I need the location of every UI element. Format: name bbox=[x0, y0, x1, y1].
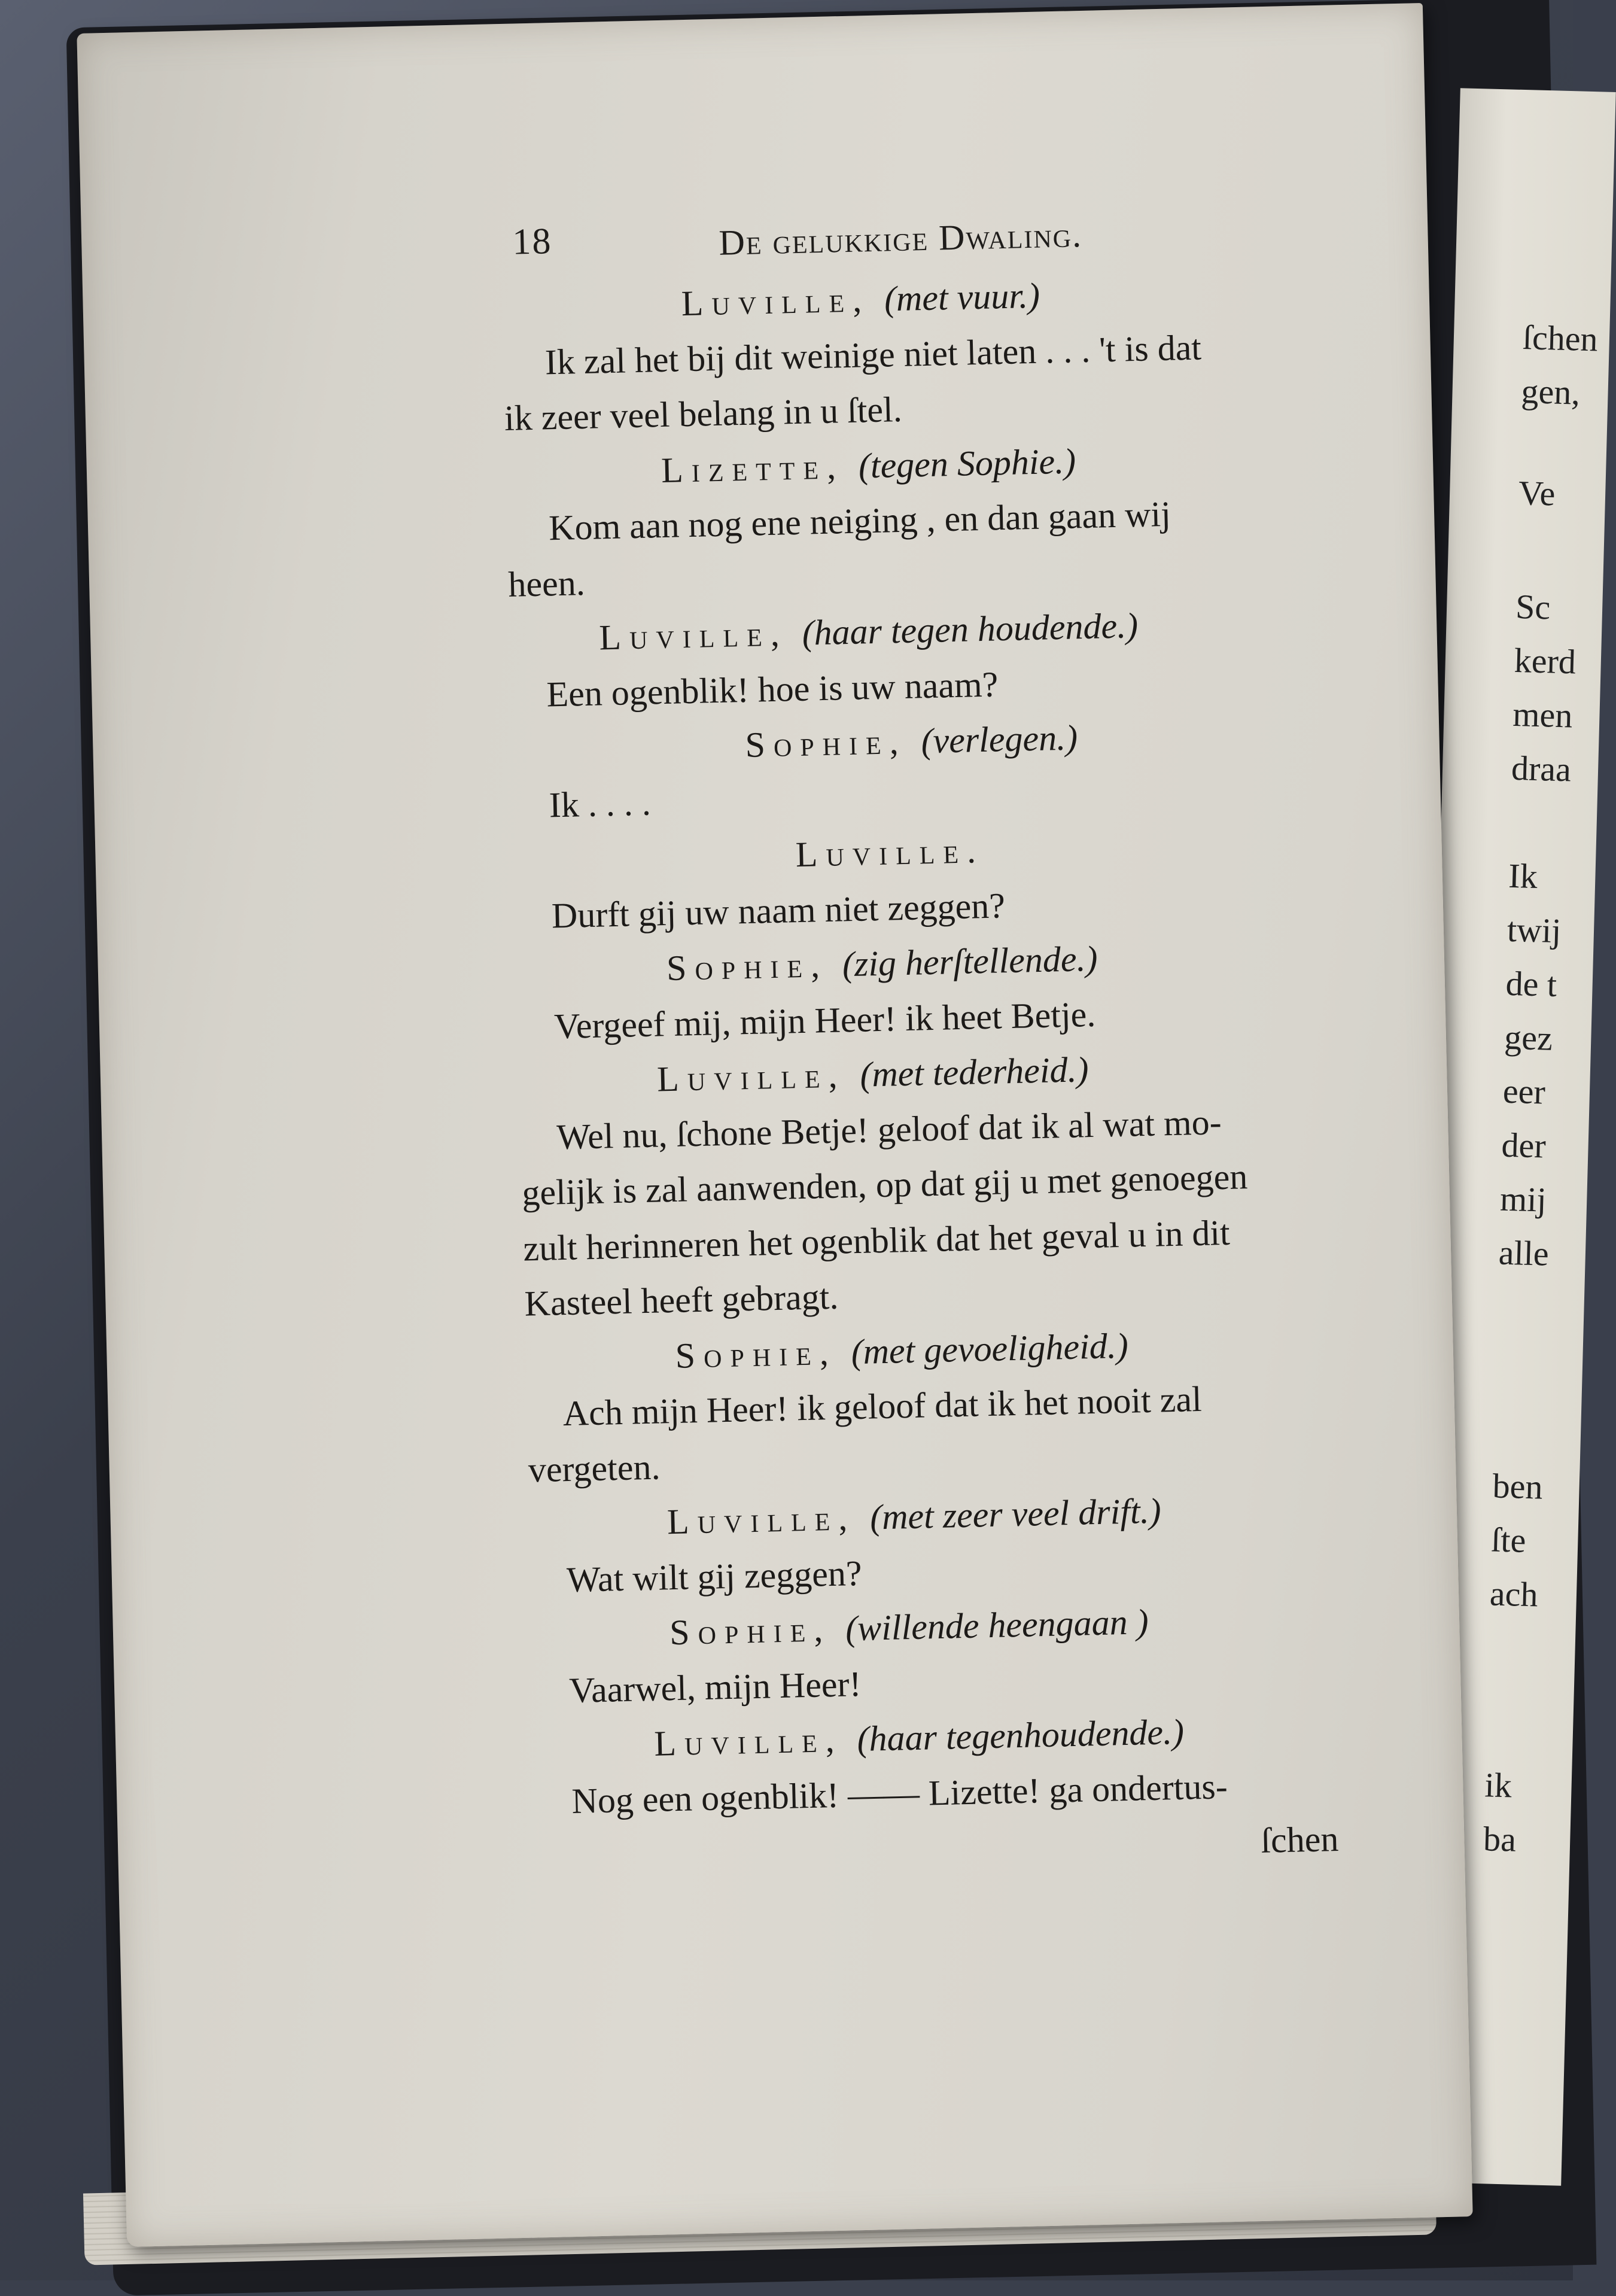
dialogue-text: Kom aan nog ene neiging , en dan gaan wij bbox=[548, 494, 1171, 548]
facing-fragment: mij bbox=[1499, 1179, 1547, 1220]
speaker-cue bbox=[667, 1491, 1161, 1543]
dialogue-text: Kasteel heeft gebragt. bbox=[524, 1276, 839, 1324]
running-title: De gelukkige Dwaling. bbox=[718, 214, 1083, 263]
speaker-name: Luville, bbox=[656, 1055, 847, 1099]
stage-direction: (met vuur.) bbox=[884, 275, 1040, 319]
dialogue-text: Wel nu, ſchone Betje! geloof dat ik al wat mo- bbox=[556, 1102, 1222, 1157]
stage-direction: (met zeer veel drift.) bbox=[869, 1491, 1162, 1537]
dialogue-text: Wat wilt gij zeggen? bbox=[566, 1553, 863, 1599]
facing-fragment: ſchen bbox=[1522, 318, 1599, 359]
stage-direction: (haar tegenhoudende.) bbox=[856, 1711, 1185, 1759]
stage-direction: (zig herſtellende.) bbox=[842, 938, 1098, 984]
dialogue-text: Nog een ogenblik! —— Lizette! ga ondertus- bbox=[571, 1766, 1228, 1821]
facing-fragment: ach bbox=[1489, 1574, 1539, 1614]
dialogue-text: Durft gij uw naam niet zeggen? bbox=[551, 885, 1006, 935]
running-header bbox=[512, 202, 1368, 263]
facing-fragment: draa bbox=[1511, 748, 1572, 789]
facing-fragment: eer bbox=[1502, 1071, 1546, 1112]
speaker-name: Luville. bbox=[795, 830, 985, 875]
stage-direction: (haar tegen houdende.) bbox=[801, 606, 1139, 653]
book-page bbox=[77, 3, 1472, 2247]
facing-fragment: ba bbox=[1483, 1819, 1517, 1859]
speaker-cue bbox=[661, 440, 1076, 491]
facing-fragment: Ik bbox=[1508, 856, 1538, 896]
dialogue-text: vergeten. bbox=[528, 1447, 661, 1489]
speaker-name: Luville, bbox=[667, 1498, 856, 1542]
speaker-cue bbox=[599, 605, 1139, 658]
stage-direction: (met gevoeligheid.) bbox=[850, 1325, 1129, 1371]
facing-fragment: ben bbox=[1492, 1466, 1544, 1507]
dialogue-text: Een ogenblik! hoe is uw naam? bbox=[546, 664, 999, 714]
facing-fragment: gen, bbox=[1520, 372, 1581, 412]
speaker-cue bbox=[666, 938, 1098, 989]
speaker-cue bbox=[795, 830, 985, 875]
stage-direction: (verlegen.) bbox=[920, 717, 1078, 761]
facing-fragment: de t bbox=[1505, 963, 1557, 1004]
dialogue-text: gelijk is zal aanwenden, op dat gij u met genoegen bbox=[521, 1157, 1248, 1213]
page-number: 18 bbox=[512, 221, 553, 263]
dialogue-text: Ik zal het bij dit weinige niet laten . . . 't is dat bbox=[544, 327, 1202, 382]
speaker-name: Luville, bbox=[681, 279, 871, 324]
speaker-cue bbox=[745, 717, 1078, 766]
facing-fragment: Sc bbox=[1515, 586, 1551, 627]
speaker-name: Sophie, bbox=[674, 1332, 838, 1376]
facing-fragment: ſte bbox=[1490, 1520, 1527, 1560]
facing-fragment: twij bbox=[1507, 910, 1562, 951]
speaker-cue bbox=[656, 1049, 1089, 1100]
stage-direction: (tegen Sophie.) bbox=[858, 440, 1076, 486]
dialogue-text: ik zeer veel belang in u ſtel. bbox=[504, 389, 903, 438]
speaker-name: Sophie, bbox=[744, 721, 908, 765]
facing-fragment: der bbox=[1501, 1125, 1547, 1166]
facing-fragment: kerd bbox=[1514, 640, 1577, 682]
dialogue-text: Ach mijn Heer! ik geloof dat ik het nooit zal bbox=[562, 1379, 1203, 1434]
dialogue-text: ſchen bbox=[1260, 1818, 1339, 1860]
stage-direction: (met tederheid.) bbox=[859, 1050, 1089, 1094]
stage-direction: (willende heengaan ) bbox=[845, 1602, 1149, 1649]
speaker-name: Luville, bbox=[653, 1719, 844, 1763]
speaker-cue bbox=[675, 1325, 1129, 1376]
dialogue-text: heen. bbox=[507, 562, 586, 604]
speaker-name: Lizette, bbox=[661, 446, 845, 490]
page-content bbox=[77, 3, 1472, 2247]
facing-fragment: men bbox=[1512, 694, 1574, 735]
speaker-name: Sophie, bbox=[669, 1609, 832, 1653]
dialogue-text: Ik . . . . bbox=[549, 783, 652, 825]
dialogue-text: Vaarwel, mijn Heer! bbox=[568, 1664, 862, 1710]
dialogue-text: Vergeef mij, mijn Heer! ik heet Betje. bbox=[553, 994, 1096, 1046]
speaker-cue bbox=[681, 275, 1040, 325]
facing-fragment: ik bbox=[1484, 1765, 1512, 1805]
speaker-name: Sophie, bbox=[666, 944, 829, 989]
facing-fragment: Ve bbox=[1518, 473, 1556, 513]
speaker-name: Luville, bbox=[598, 613, 789, 658]
dialogue-text: zult herinneren het ogenblik dat het geval u in dit bbox=[522, 1212, 1231, 1269]
speaker-cue bbox=[654, 1711, 1185, 1765]
facing-fragment: gez bbox=[1504, 1017, 1553, 1058]
speaker-cue bbox=[669, 1601, 1149, 1653]
facing-fragment: alle bbox=[1498, 1233, 1550, 1273]
